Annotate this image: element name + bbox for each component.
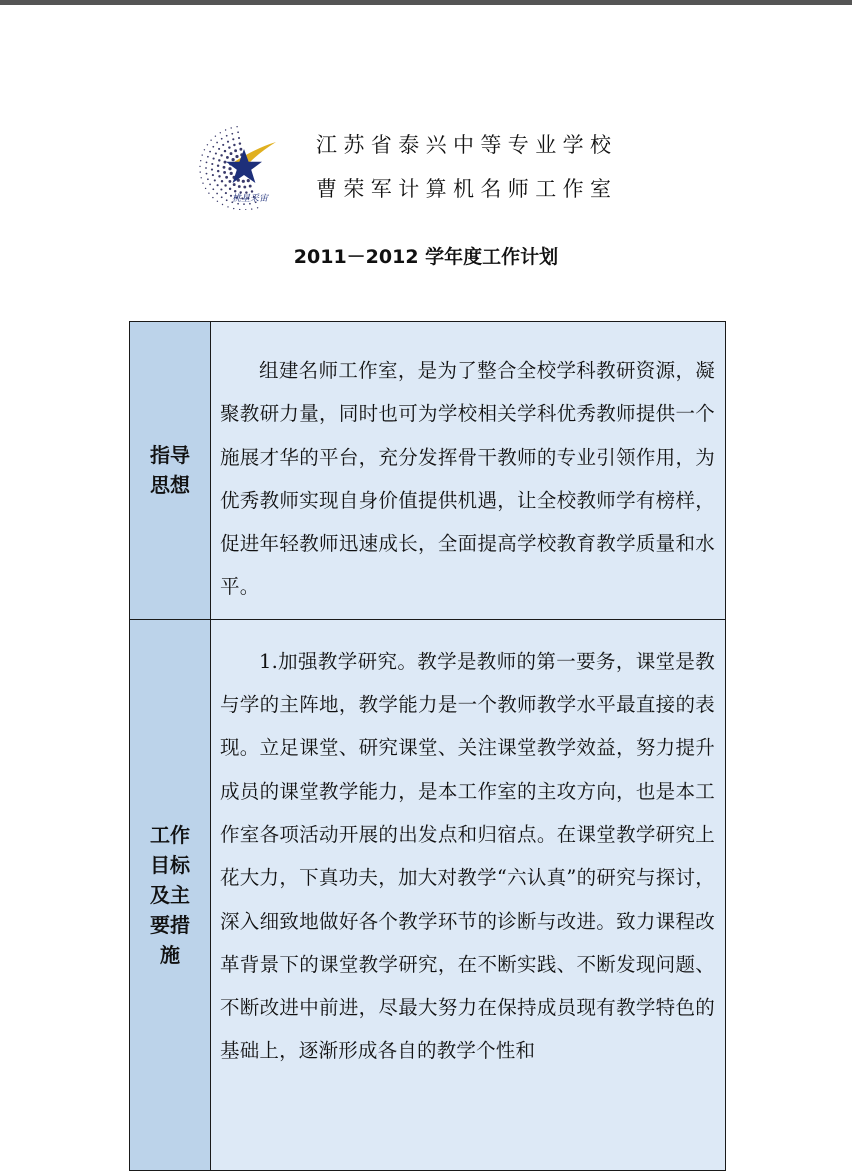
logo-dot <box>206 173 208 175</box>
studio-name: 曹荣军计算机名师工作室 <box>316 177 618 201</box>
logo-dot <box>222 204 223 205</box>
logo-dot <box>227 141 229 143</box>
logo-dot <box>204 149 205 150</box>
logo-dot <box>233 183 236 186</box>
logo-dot <box>238 137 240 139</box>
plan-table <box>129 321 726 1171</box>
logo-dot <box>202 183 203 184</box>
logo-dot <box>230 152 233 155</box>
logo-dot <box>212 197 213 198</box>
logo-dot <box>207 178 209 180</box>
row-body-text: 组建名师工作室，是为了整合全校学科教研资源，凝聚教研力量，同时也可为学校相关学科优秀教师提供一个施展才华的平台，充分发挥骨干教师的专业引领作用，为优秀教师实现自身价值提供机遇，让全校教师学有榜样，促进年轻教师迅速成长，全面提高学校教育教学质量和水平。 <box>211 322 726 620</box>
logo-dot <box>226 156 229 159</box>
logo-dot <box>234 190 236 192</box>
logo-dot <box>211 169 213 171</box>
logo-dot <box>208 193 209 194</box>
row-label-cell <box>130 322 211 620</box>
logo-dot <box>218 175 220 177</box>
logo-dot <box>215 136 216 137</box>
logo-dot <box>200 160 201 161</box>
logo-dot <box>205 188 206 189</box>
logo-dot <box>223 171 226 174</box>
logo-dot <box>243 186 246 189</box>
logo-dot <box>231 127 232 128</box>
logo-dot <box>224 150 226 152</box>
logo-dot <box>221 180 223 182</box>
logo-dot <box>217 201 218 202</box>
logo-dot <box>234 149 237 152</box>
logo-dot <box>227 206 228 207</box>
logo-dot <box>207 144 208 145</box>
logo-dot <box>217 184 219 186</box>
top-border-rule <box>0 0 852 5</box>
logo-text: 桃星采宙 <box>232 194 269 204</box>
logo-dot <box>209 151 211 153</box>
logo-dot <box>224 161 227 164</box>
logo-dot <box>228 146 230 148</box>
logo-dot <box>205 167 207 169</box>
logo-dot <box>222 144 224 146</box>
logo-dot <box>220 132 221 133</box>
logo-dot <box>200 171 201 172</box>
logo-dot <box>230 172 233 175</box>
school-name: 江苏省泰兴中等专业学校 <box>316 133 618 157</box>
row-label-cell <box>130 619 211 1170</box>
logo-dot <box>215 152 217 154</box>
logo-dot <box>220 154 222 156</box>
logo-dot <box>226 135 228 137</box>
logo-dot <box>229 188 231 190</box>
logo-dot <box>228 180 231 183</box>
logo-dot <box>217 170 219 172</box>
logo-dot <box>214 179 216 181</box>
logo-dot <box>236 126 237 127</box>
logo-dot <box>207 156 209 158</box>
logo-dot <box>233 208 234 209</box>
plan-title: 2011－2012 学年度工作计划 <box>293 246 559 268</box>
logo-dot <box>221 138 223 140</box>
logo-dot <box>213 158 215 160</box>
logo-dot <box>209 184 211 186</box>
row-label: 指导思想 <box>150 443 190 498</box>
logo-dot <box>226 199 228 201</box>
logo-dot <box>216 142 218 144</box>
logo-dot <box>232 158 235 161</box>
logo-dot <box>216 193 218 195</box>
logo-swoosh <box>234 142 276 162</box>
logo-dot <box>218 159 220 161</box>
logo-dot <box>211 163 213 165</box>
table-row-goals-measures <box>130 619 726 1170</box>
logo-dot <box>212 188 214 190</box>
logo-dot <box>225 176 228 179</box>
logo-dot <box>239 148 242 151</box>
table-row-guiding-ideology <box>130 322 726 620</box>
logo-dot <box>233 144 235 146</box>
logo-dot <box>251 190 253 192</box>
logo-dot <box>201 177 202 178</box>
logo-dot <box>257 207 258 208</box>
logo-dot <box>242 180 245 183</box>
logo-dot <box>247 179 250 182</box>
logo-dot <box>238 185 241 188</box>
logo-dot <box>223 166 226 169</box>
logo-dot <box>245 209 246 210</box>
logo-dot <box>239 142 241 144</box>
row-body-text: 1.加强教学研究。教学是教师的第一要务，课堂是教与学的主阵地，教学能力是一个教师教学水平最直接的表现。立足课堂、研究课堂、关注课堂教学效益，努力提升成员的课堂教学能力，是本工作室的主攻方向，也是本工作室各项活动开展的出发点和归宿点。在课堂教学研究上花大力，下真功夫，加大对教学“六认真”的研究与探讨，深入细致地做好各个教学环节的诊断与改进。致力课程改革背景下的课堂教学研究，在不断实践、不断发现问题、不断改进中前进，尽最大努力在保持成员现有教学特色的基础上，逐渐形成各自的教学个性和 <box>211 619 726 1170</box>
logo-dot <box>212 174 214 176</box>
logo-dot <box>251 208 252 209</box>
logo-dot <box>225 192 227 194</box>
logo-dot <box>202 154 203 155</box>
logo-dot <box>239 209 240 210</box>
school-logo <box>194 118 284 210</box>
logo-dot <box>232 138 234 140</box>
logo-dot <box>224 184 226 186</box>
logo-dot <box>225 129 226 130</box>
logo-dot <box>249 185 252 188</box>
logo-dot <box>206 162 208 164</box>
logo-dot <box>212 146 214 148</box>
logo-dot <box>228 167 231 170</box>
logo-dot <box>218 148 220 150</box>
logo-dot <box>210 140 211 141</box>
row-label: 工作目标及主要措施 <box>150 822 190 967</box>
logo-dot <box>235 155 238 158</box>
logo-dot <box>220 188 222 190</box>
logo-dot <box>199 166 200 167</box>
logo-dot <box>237 131 239 133</box>
logo-dot <box>221 196 223 198</box>
logo-dot <box>217 164 219 166</box>
logo-dot <box>231 133 233 135</box>
